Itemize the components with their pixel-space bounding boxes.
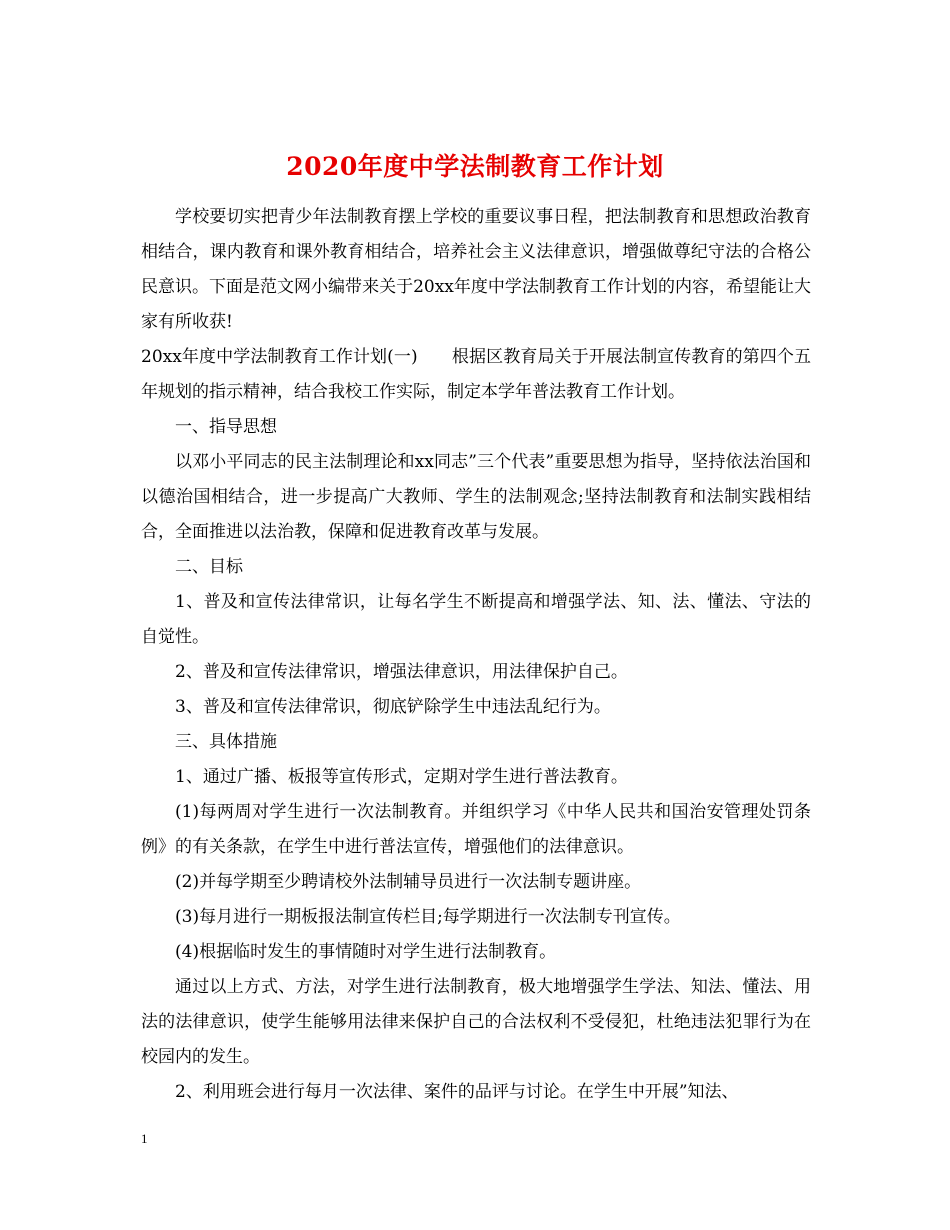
section-heading-guiding-ideology: 一、指导思想 <box>175 417 277 437</box>
section-heading-goals: 二、目标 <box>175 557 243 577</box>
goal-item-3: 3、普及和宣传法律常识，彻底铲除学生中违法乱纪行为。 <box>175 697 611 717</box>
intro-paragraph: 学校要切实把青少年法制教育摆上学校的重要议事日程，把法制教育和思想政治教育相结合，课内教育和课外教育相结合，培养社会主义法律意识，增强做尊纪守法的合格公民意识。下面是范文网小编带来关于20xx年度中学法制教育工作计划的内容，希望能让大家有所收获! <box>141 207 811 332</box>
section-heading-measures: 三、具体措施 <box>175 732 277 752</box>
measures-summary-paragraph: 通过以上方式、方法，对学生进行法制教育，极大地增强学生学法、知法、懂法、用法的法律意识，使学生能够用法律来保护自己的合法权利不受侵犯，杜绝违法犯罪行为在校园内的发生。 <box>141 977 811 1067</box>
plan-heading-paragraph: 20xx年度中学法制教育工作计划(一) 根据区教育局关于开展法制宣传教育的第四个五年规划的指示精神，结合我校工作实际，制定本学年普法教育工作计划。 <box>141 347 811 402</box>
measure-subitem-1: (1)每两周对学生进行一次法制教育。并组织学习《中华人民共和国治安管理处罚条例》的有关条款，在学生中进行普法宣传，增强他们的法律意识。 <box>141 802 811 857</box>
page-number: 1 <box>141 1131 148 1146</box>
measure-subitem-2: (2)并每学期至少聘请校外法制辅导员进行一次法制专题讲座。 <box>175 872 642 892</box>
goal-item-2: 2、普及和宣传法律常识，增强法律意识，用法律保护自己。 <box>175 662 628 682</box>
document-title: 2020年度中学法制教育工作计划 <box>286 151 664 181</box>
measure-item-2: 2、利用班会进行每月一次法律、案件的品评与讨论。在学生中开展”知法、 <box>175 1082 739 1102</box>
document-body <box>141 200 811 1110</box>
goal-item-1: 1、普及和宣传法律常识，让每名学生不断提高和增强学法、知、法、懂法、守法的自觉性。 <box>141 592 811 647</box>
guiding-ideology-paragraph: 以邓小平同志的民主法制理论和xx同志”三个代表”重要思想为指导，坚持依法治国和以德治国相结合，进一步提高广大教师、学生的法制观念;坚持法制教育和法制实践相结合，全面推进以法治教，保障和促进教育改革与发展。 <box>141 452 811 542</box>
measure-item-1: 1、通过广播、板报等宣传形式，定期对学生进行普法教育。 <box>175 767 628 787</box>
measure-subitem-3: (3)每月进行一期板报法制宣传栏目;每学期进行一次法制专刊宣传。 <box>175 907 681 927</box>
measure-subitem-4: (4)根据临时发生的事情随时对学生进行法制教育。 <box>175 942 557 962</box>
